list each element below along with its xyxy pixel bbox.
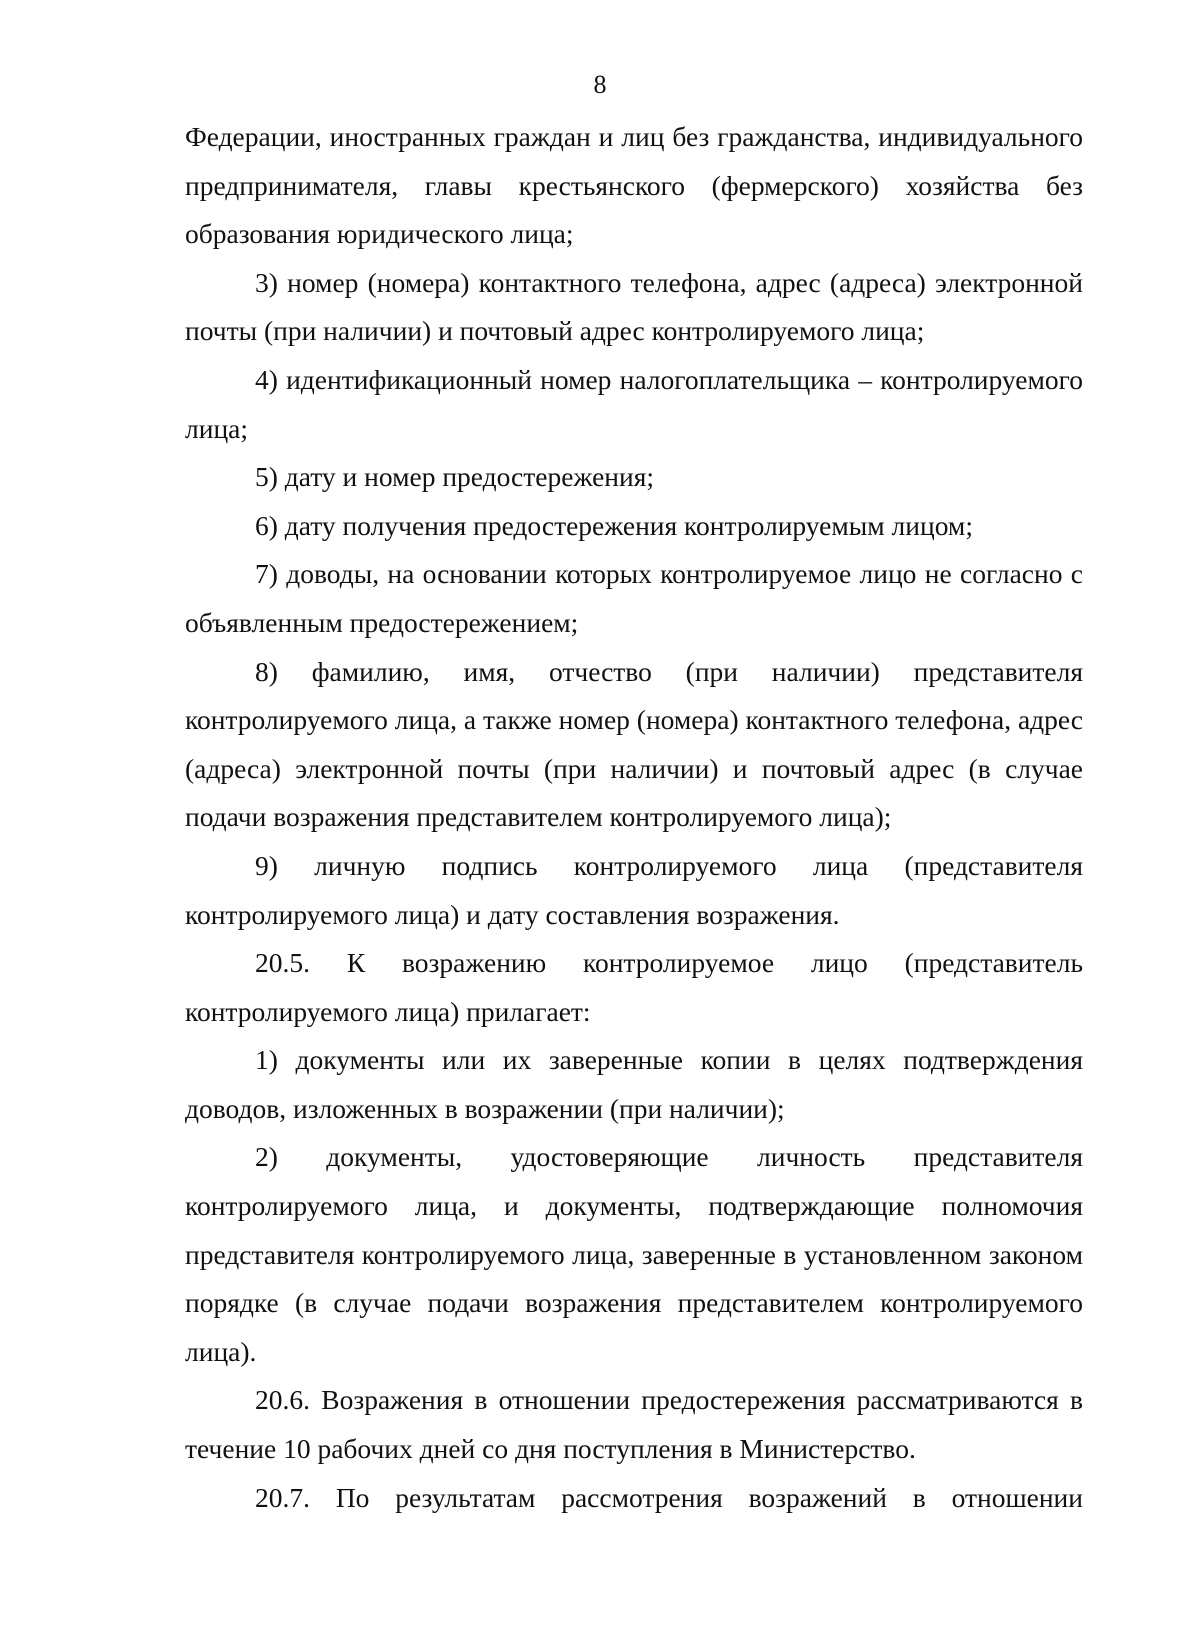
paragraph-20-6: 20.6. Возражения в отношении предостережения рассматриваются в течение 10 рабочих дней со дня поступления в Министерство. [185, 1384, 1083, 1465]
paragraph-20-5-item-1: 1) документы или их заверенные копии в целях подтверждения доводов, изложенных в возражении (при наличии); [185, 1044, 1083, 1124]
paragraph-20-5: 20.5. К возражению контролируемое лицо (представитель контролируемого лица) прилагает: [185, 947, 1083, 1027]
page-number: 8 [593, 70, 607, 99]
paragraph-item-8: 8) фамилию, имя, отчество (при наличии) представителя контролируемого лица, а также номер (номера) контактного телефона, адрес (адреса) электронной почты (при наличии) и почтовый адрес (в случае подачи возражения представителем контролируемого лица); [185, 655, 1083, 833]
paragraph-20-7: 20.7. По результатам рассмотрения возражений в отношении [255, 1481, 1083, 1513]
paragraph-item-7: 7) доводы, на основании которых контролируемое лицо не согласно с объявленным предостережением; [185, 558, 1083, 638]
paragraph-item-6: 6) дату получения предостережения контролируемым лицом; [255, 509, 973, 541]
paragraph-20-5-item-2: 2) документы, удостоверяющие личность представителя контролируемого лица, и документы, подтверждающие полномочия представителя контролируемого лица, заверенные в установленном законом порядке (в случае подачи возражения представителем контролируемого лица). [185, 1141, 1083, 1367]
paragraph-item-3: 3) номер (номера) контактного телефона, адрес (адреса) электронной почты (при наличии) и почтовый адрес контролируемого лица; [185, 266, 1083, 347]
paragraph-item-9: 9) личную подпись контролируемого лица (представителя контролируемого лица) и дату составления возражения. [185, 849, 1083, 930]
paragraph-item-5: 5) дату и номер предостережения; [255, 461, 655, 493]
document-body [185, 113, 1083, 1522]
paragraph-continuation: Федерации, иностранных граждан и лиц без гражданства, индивидуального предпринимателя, главы крестьянского (фермерского) хозяйства без образования юридического лица; [185, 121, 1083, 250]
paragraph-item-4: 4) идентификационный номер налогоплательщика – контролируемого лица; [185, 363, 1083, 444]
